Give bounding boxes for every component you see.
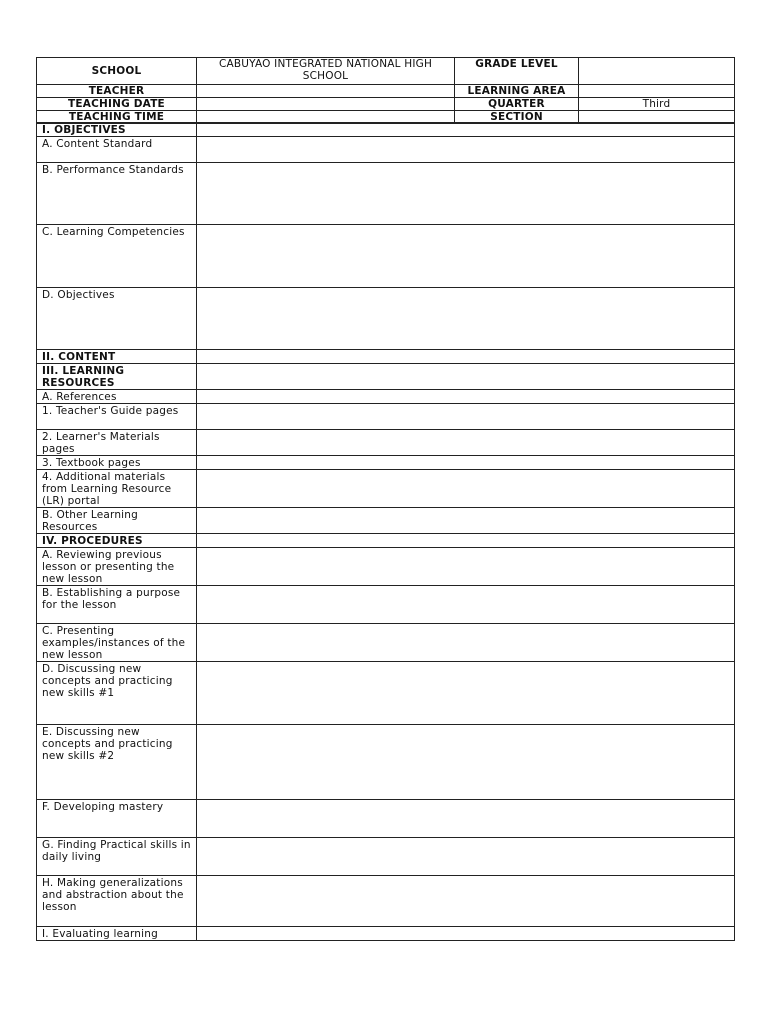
row-value-cell[interactable] bbox=[197, 838, 735, 876]
lesson-plan-row bbox=[37, 548, 735, 586]
teacher-value[interactable] bbox=[197, 85, 455, 98]
row-label: E. Discussing new concepts and practicing new skills #2 bbox=[37, 725, 197, 800]
teaching-date-label: TEACHING DATE bbox=[37, 98, 197, 111]
row-value-cell[interactable] bbox=[197, 123, 735, 137]
lesson-plan-row bbox=[37, 800, 735, 838]
lesson-plan-row bbox=[37, 350, 735, 364]
row-label: B. Performance Standards bbox=[37, 163, 197, 225]
row-value-cell[interactable] bbox=[197, 876, 735, 927]
row-label: C. Learning Competencies bbox=[37, 225, 197, 288]
row-label: 1. Teacher's Guide pages bbox=[37, 404, 197, 430]
lesson-plan-row bbox=[37, 725, 735, 800]
section-heading: III. LEARNING RESOURCES bbox=[37, 364, 197, 390]
row-value-cell[interactable] bbox=[197, 534, 735, 548]
row-label: H. Making generalizations and abstraction about the lesson bbox=[37, 876, 197, 927]
row-label: B. Other Learning Resources bbox=[37, 508, 197, 534]
row-label: D. Discussing new concepts and practicing new skills #1 bbox=[37, 662, 197, 725]
learning-area-label: LEARNING AREA bbox=[455, 85, 579, 98]
row-value-cell[interactable] bbox=[197, 800, 735, 838]
lesson-plan-row bbox=[37, 390, 735, 404]
lesson-plan-row bbox=[37, 430, 735, 456]
lesson-plan-row bbox=[37, 508, 735, 534]
section-heading: IV. PROCEDURES bbox=[37, 534, 197, 548]
row-label: A. References bbox=[37, 390, 197, 404]
lesson-plan-row bbox=[37, 364, 735, 390]
row-label: C. Presenting examples/instances of the new lesson bbox=[37, 624, 197, 662]
row-value-cell[interactable] bbox=[197, 456, 735, 470]
teacher-label: TEACHER bbox=[37, 85, 197, 98]
row-label: 3. Textbook pages bbox=[37, 456, 197, 470]
lesson-plan-row bbox=[37, 123, 735, 137]
row-label: 4. Additional materials from Learning Resource (LR) portal bbox=[37, 470, 197, 508]
lesson-plan-row bbox=[37, 838, 735, 876]
row-label: 2. Learner's Materials pages bbox=[37, 430, 197, 456]
quarter-value[interactable]: Third bbox=[579, 98, 735, 111]
row-label: F. Developing mastery bbox=[37, 800, 197, 838]
lesson-plan-row bbox=[37, 662, 735, 725]
quarter-label: QUARTER bbox=[455, 98, 579, 111]
row-value-cell[interactable] bbox=[197, 430, 735, 456]
lesson-plan-row bbox=[37, 876, 735, 927]
lesson-plan-row bbox=[37, 586, 735, 624]
row-value-cell[interactable] bbox=[197, 470, 735, 508]
section-label: SECTION bbox=[455, 111, 579, 124]
lesson-plan-row bbox=[37, 470, 735, 508]
grade-level-value[interactable] bbox=[579, 58, 735, 85]
row-label: I. Evaluating learning bbox=[37, 927, 197, 941]
teaching-date-value[interactable] bbox=[197, 98, 455, 111]
row-value-cell[interactable] bbox=[197, 927, 735, 941]
lesson-plan-row bbox=[37, 404, 735, 430]
teaching-time-label: TEACHING TIME bbox=[37, 111, 197, 124]
row-value-cell[interactable] bbox=[197, 390, 735, 404]
lesson-plan-row bbox=[37, 288, 735, 350]
row-value-cell[interactable] bbox=[197, 662, 735, 725]
header-table bbox=[36, 57, 735, 124]
row-value-cell[interactable] bbox=[197, 548, 735, 586]
row-label: D. Objectives bbox=[37, 288, 197, 350]
row-value-cell[interactable] bbox=[197, 288, 735, 350]
row-label: B. Establishing a purpose for the lesson bbox=[37, 586, 197, 624]
row-value-cell[interactable] bbox=[197, 225, 735, 288]
row-label: A. Content Standard bbox=[37, 137, 197, 163]
row-label: G. Finding Practical skills in daily living bbox=[37, 838, 197, 876]
row-label: A. Reviewing previous lesson or presenting the new lesson bbox=[37, 548, 197, 586]
school-label: SCHOOL bbox=[37, 58, 197, 85]
row-value-cell[interactable] bbox=[197, 137, 735, 163]
row-value-cell[interactable] bbox=[197, 624, 735, 662]
row-value-cell[interactable] bbox=[197, 404, 735, 430]
grade-level-label: GRADE LEVEL bbox=[455, 58, 579, 85]
lesson-plan-row bbox=[37, 163, 735, 225]
lesson-plan-row bbox=[37, 225, 735, 288]
row-value-cell[interactable] bbox=[197, 163, 735, 225]
row-value-cell[interactable] bbox=[197, 364, 735, 390]
lesson-plan-table bbox=[36, 122, 735, 941]
row-value-cell[interactable] bbox=[197, 350, 735, 364]
row-value-cell[interactable] bbox=[197, 508, 735, 534]
lesson-plan-row bbox=[37, 137, 735, 163]
learning-area-value[interactable] bbox=[579, 85, 735, 98]
lesson-plan-row bbox=[37, 456, 735, 470]
lesson-plan-row bbox=[37, 927, 735, 941]
section-heading: II. CONTENT bbox=[37, 350, 197, 364]
school-value: CABUYAO INTEGRATED NATIONAL HIGH SCHOOL bbox=[197, 58, 455, 85]
section-heading: I. OBJECTIVES bbox=[37, 123, 197, 137]
row-value-cell[interactable] bbox=[197, 725, 735, 800]
lesson-plan-row bbox=[37, 534, 735, 548]
row-value-cell[interactable] bbox=[197, 586, 735, 624]
lesson-plan-row bbox=[37, 624, 735, 662]
